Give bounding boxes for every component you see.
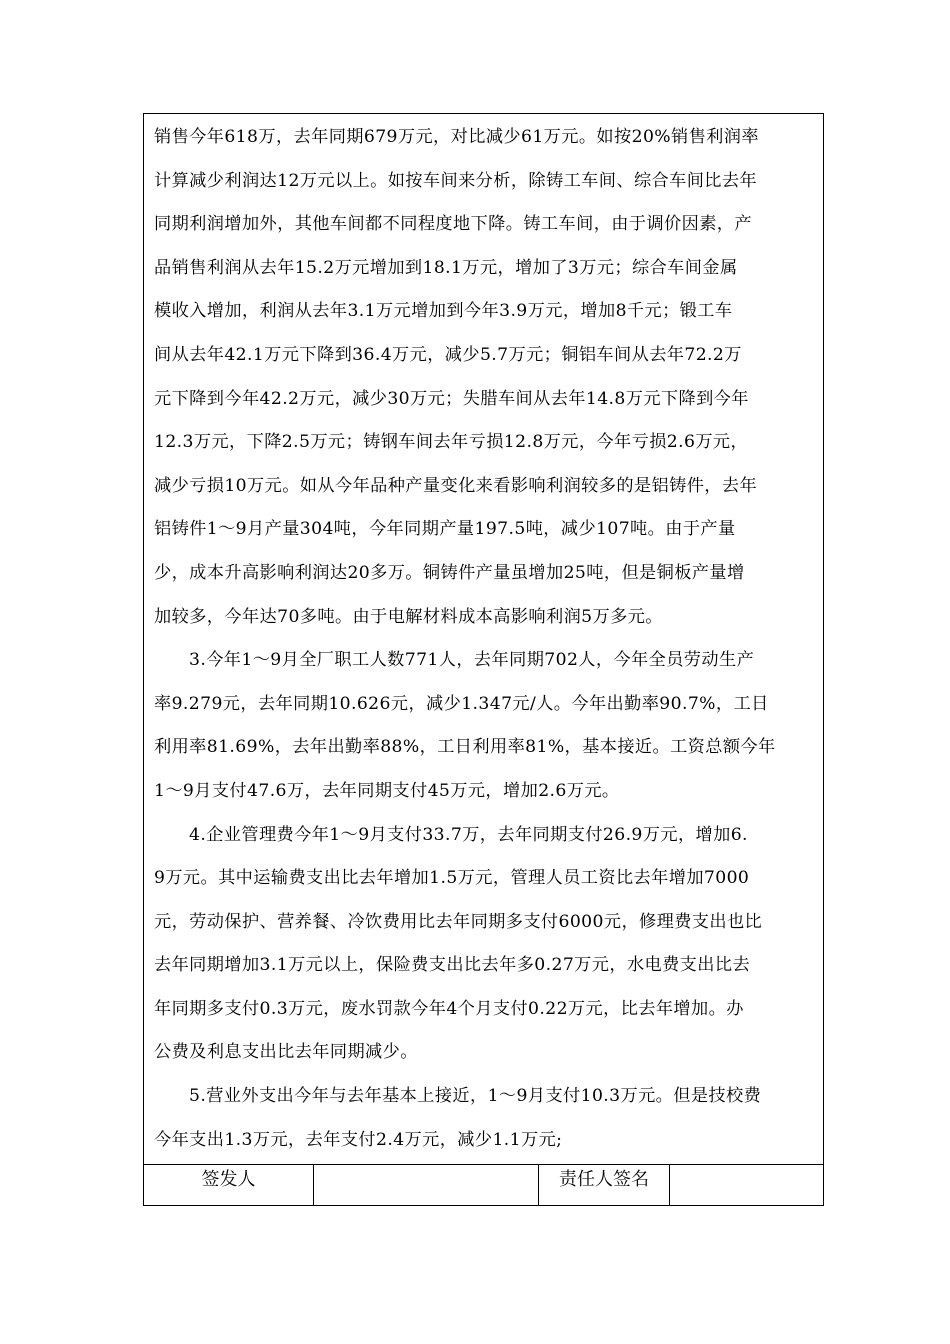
paragraph-line: 加较多，今年达70多吨。由于电解材料成本高影响利润5万多元。	[154, 606, 663, 627]
paragraph-line: 率9.279元，去年同期10.626元，减少1.347元/人。今年出勤率90.7%，工日	[154, 693, 769, 714]
report-body-cell	[144, 114, 823, 1165]
paragraph-line: 9万元。其中运输费支出比去年增加1.5万元，管理人员工资比去年增加7000	[154, 868, 750, 889]
responsible-person-label: 责任人签名	[539, 1165, 670, 1205]
paragraph-line: 同期利润增加外，其他车间都不同程度地下降。铸工车间，由于调价因素，产	[154, 214, 752, 235]
issuer-label: 签发人	[144, 1165, 314, 1205]
paragraph-line: 利用率81.69%，去年出勤率88%，工日利用率81%，基本接近。工资总额今年	[154, 737, 776, 758]
paragraph-line: 12.3万元，下降2.5万元；铸钢车间去年亏损12.8万元，今年亏损2.6万元，	[154, 432, 749, 453]
paragraph	[154, 639, 813, 813]
paragraph-line: 公费及利息支出比去年同期减少。	[154, 1042, 418, 1063]
paragraph-line: 少，成本升高影响利润达20多万。铜铸件产量虽增加25吨，但是铜板产量增	[154, 562, 745, 583]
paragraph-line: 元下降到今年42.2万元，减少30万元；失腊车间从去年14.8万元下降到今年	[154, 388, 749, 409]
paragraph-line: 销售今年618万，去年同期679万元，对比减少61万元。如按20%销售利润率	[154, 127, 759, 147]
paragraph-line: 铝铸件1～9月产量304吨，今年同期产量197.5吨，减少107吨。由于产量	[154, 519, 736, 540]
paragraph-line: 3.今年1～9月全厂职工人数771人，去年同期702人，今年全员劳动生产	[189, 650, 755, 671]
paragraph-line: 今年支出1.3万元，去年支付2.4万元，减少1.1万元;	[154, 1129, 563, 1150]
paragraph	[154, 1075, 813, 1162]
paragraph-line: 品销售利润从去年15.2万元增加到18.1万元，增加了3万元；综合车间金属	[154, 257, 738, 278]
paragraph-line: 元，劳动保护、营养餐、冷饮费用比去年同期多支付6000元，修理费支出也比	[154, 911, 763, 932]
paragraph-line: 模收入增加，利润从去年3.1万元增加到今年3.9万元，增加8千元；锻工车	[154, 301, 733, 322]
paragraph-line: 4.企业管理费今年1～9月支付33.7万，去年同期支付26.9万元，增加6.	[189, 824, 748, 845]
paragraph-line: 去年同期增加3.1万元以上，保险费支出比去年多0.27万元，水电费支出比去	[154, 955, 751, 976]
issuer-signature-field[interactable]	[314, 1165, 539, 1205]
paragraph-line: 年同期多支付0.3万元，废水罚款今年4个月支付0.22万元，比去年增加。办	[154, 998, 744, 1019]
report-table	[143, 113, 824, 1206]
paragraph	[154, 814, 813, 1076]
signature-row	[144, 1165, 823, 1205]
paragraph-line: 计算减少利润达12万元以上。如按车间来分析，除铸工车间、综合车间比去年	[154, 170, 758, 191]
paragraph-line: 5.营业外支出今年与去年基本上接近，1～9月支付10.3万元。但是技校费	[189, 1086, 762, 1107]
paragraph-line: 减少亏损10万元。如从今年品种产量变化来看影响利润较多的是铝铸件，去年	[154, 475, 758, 496]
responsible-person-signature-field[interactable]	[670, 1165, 823, 1205]
paragraph-line: 间从去年42.1万元下降到36.4万元，减少5.7万元；铜铝车间从去年72.2万	[154, 344, 742, 365]
paragraph-line: 1～9月支付47.6万，去年同期支付45万元，增加2.6万元。	[154, 780, 620, 801]
paragraph	[154, 116, 813, 639]
